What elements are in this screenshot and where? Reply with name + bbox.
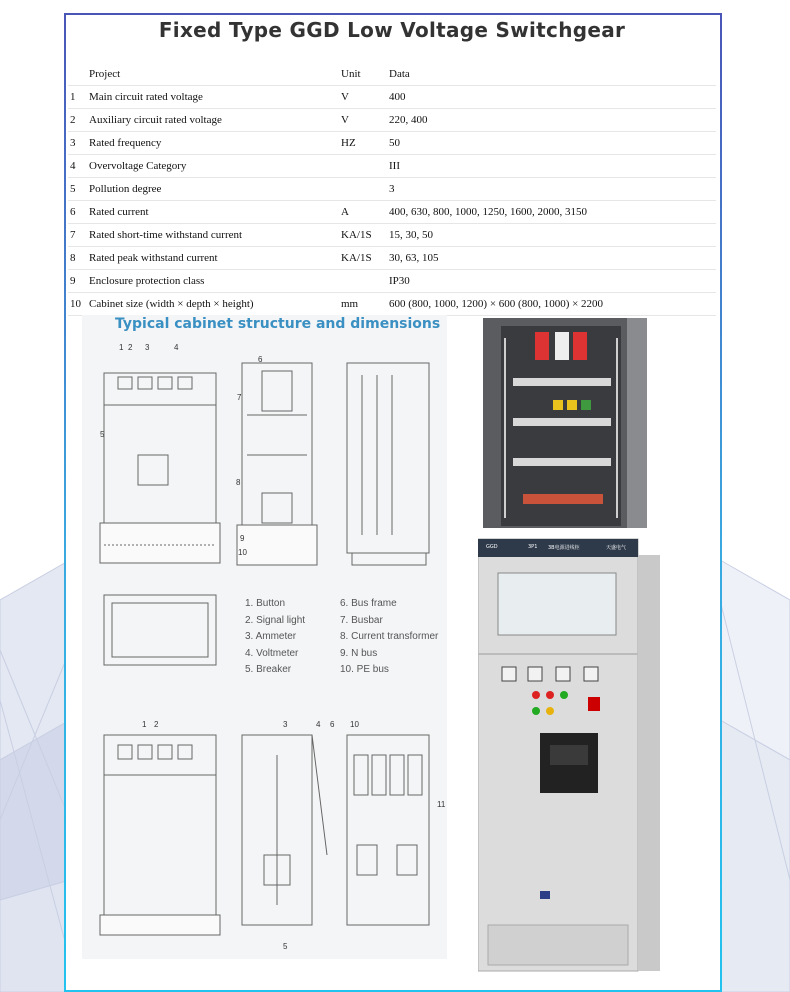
table-header-no: [68, 63, 87, 86]
row-data: 600 (800, 1000, 1200) × 600 (800, 1000) × 2200: [387, 293, 716, 316]
row-data: IP30: [387, 270, 716, 293]
legend-right: [340, 596, 438, 679]
callout-number: 8: [236, 478, 241, 487]
row-project: Enclosure protection class: [87, 270, 339, 293]
row-data: 50: [387, 132, 716, 155]
row-number: 1: [68, 86, 87, 109]
row-unit: [339, 178, 387, 201]
table-row: [68, 132, 716, 155]
legend-item: 1. Button: [245, 598, 286, 609]
callout-number: 6: [258, 355, 263, 364]
row-data: 15, 30, 50: [387, 224, 716, 247]
callout-number: 10: [350, 720, 359, 729]
cabinet-interior-photo: [483, 318, 647, 528]
legend-item: 5. Breaker: [245, 664, 292, 675]
legend-item: 10. PE bus: [340, 664, 389, 675]
cabinet-exterior-image: [478, 535, 663, 972]
table-row: [68, 86, 716, 109]
table-header-data: Data: [387, 63, 716, 86]
row-data: 30, 63, 105: [387, 247, 716, 270]
row-number: 3: [68, 132, 87, 155]
drawing-section-title: Typical cabinet structure and dimensions: [115, 316, 441, 332]
table-row: [68, 155, 716, 178]
callout-number: 1: [119, 343, 124, 352]
row-number: 9: [68, 270, 87, 293]
row-number: 6: [68, 201, 87, 224]
table-row: [68, 201, 716, 224]
row-number: 2: [68, 109, 87, 132]
legend-item: 7. Busbar: [340, 614, 383, 626]
row-data: 3: [387, 178, 716, 201]
cabinet-exterior-photo: [478, 535, 663, 972]
row-data: III: [387, 155, 716, 178]
callout-number: 11: [437, 800, 446, 809]
table-row: [68, 109, 716, 132]
row-project: Cabinet size (width × depth × height): [87, 293, 339, 316]
table-row: [68, 224, 716, 247]
table-header-unit: Unit: [339, 63, 387, 86]
row-number: 7: [68, 224, 87, 247]
legend-item: 9. N bus: [340, 647, 378, 659]
callout-number: 10: [238, 548, 247, 557]
table-header-project: Project: [87, 63, 339, 86]
row-data: 400, 630, 800, 1000, 1250, 1600, 2000, 3150: [387, 201, 716, 224]
row-number: 10: [68, 293, 87, 316]
callout-number: 6: [330, 720, 335, 729]
legend-left: [245, 596, 305, 679]
table-header-row: [68, 63, 716, 86]
cabinet-model-label: 3P1: [528, 544, 538, 550]
legend-item: 6. Bus frame: [340, 598, 397, 609]
row-unit: KA/1S: [339, 224, 387, 247]
row-project: Main circuit rated voltage: [87, 86, 339, 109]
row-unit: A: [339, 201, 387, 224]
callout-number: 4: [174, 343, 179, 352]
callout-number: 7: [237, 393, 242, 402]
row-unit: V: [339, 109, 387, 132]
row-project: Rated frequency: [87, 132, 339, 155]
row-number: 8: [68, 247, 87, 270]
row-project: Auxiliary circuit rated voltage: [87, 109, 339, 132]
callout-number: 3: [283, 720, 288, 729]
legend-item: 8. Current transformer: [340, 631, 439, 642]
row-project: Rated short-time withstand current: [87, 224, 339, 247]
callout-number: 4: [316, 720, 321, 729]
cabinet-brand-label: GGD: [486, 544, 498, 550]
spec-table: [68, 63, 716, 316]
callout-number: 3: [145, 343, 150, 352]
cabinet-name-label: 3B电源进线柜: [548, 545, 580, 551]
callout-number: 9: [240, 534, 245, 543]
row-number: 5: [68, 178, 87, 201]
callout-number: 5: [100, 430, 105, 439]
row-unit: KA/1S: [339, 247, 387, 270]
row-unit: mm: [339, 293, 387, 316]
row-project: Rated current: [87, 201, 339, 224]
legend-item: 4. Voltmeter: [245, 647, 299, 659]
callout-number: 5: [283, 942, 288, 951]
row-unit: HZ: [339, 132, 387, 155]
row-project: Pollution degree: [87, 178, 339, 201]
row-unit: [339, 155, 387, 178]
table-row: [68, 270, 716, 293]
page-title: Fixed Type GGD Low Voltage Switchgear: [158, 18, 626, 42]
callout-number: 2: [154, 720, 159, 729]
row-number: 4: [68, 155, 87, 178]
cabinet-maker-label: 天盛电气: [606, 545, 627, 551]
legend-item: 3. Ammeter: [245, 631, 297, 642]
table-row: [68, 178, 716, 201]
legend-item: 2. Signal light: [245, 614, 306, 626]
row-project: Overvoltage Category: [87, 155, 339, 178]
callout-number: 2: [128, 343, 133, 352]
cabinet-interior-image: [483, 318, 647, 528]
row-project: Rated peak withstand current: [87, 247, 339, 270]
row-data: 400: [387, 86, 716, 109]
table-row: [68, 247, 716, 270]
row-unit: V: [339, 86, 387, 109]
table-row: [68, 293, 716, 316]
row-unit: [339, 270, 387, 293]
row-data: 220, 400: [387, 109, 716, 132]
callout-number: 1: [142, 720, 147, 729]
